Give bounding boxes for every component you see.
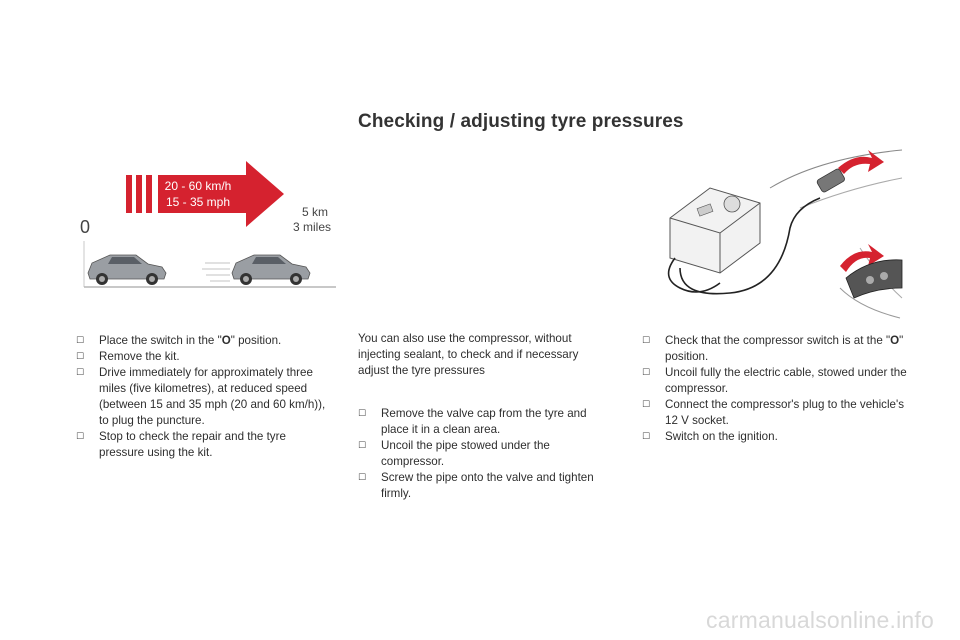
start-zero-label: 0 [80, 217, 91, 237]
motion-lines [202, 263, 230, 281]
list-item [358, 406, 610, 438]
list-item [76, 365, 326, 429]
list-item [642, 429, 908, 445]
arrow-stripe [146, 175, 152, 213]
plug-icon [816, 168, 846, 193]
list-item [642, 333, 908, 365]
list-item [642, 397, 908, 429]
compressor-icon [670, 188, 760, 273]
step-text: Remove the kit. [99, 350, 180, 363]
middle-steps-list [358, 406, 610, 502]
compressor-illustration [640, 148, 908, 320]
speed-mph-label: 15 - 35 mph [165, 195, 231, 209]
checkbox-icon: ☐ [358, 441, 367, 451]
checkbox-icon: ☐ [76, 352, 85, 362]
checkbox-icon: ☐ [642, 368, 651, 378]
step-text: " position. [230, 334, 282, 347]
right-steps-list [642, 333, 908, 445]
checkbox-icon: ☐ [358, 473, 367, 483]
switch-position-label: O [890, 334, 900, 347]
list-item [76, 349, 326, 365]
car-icon [232, 255, 310, 285]
step-text: " position. [665, 334, 904, 363]
checkbox-icon: ☐ [642, 432, 651, 442]
socket-icon [846, 260, 902, 298]
step-text: Screw the pipe onto the valve and tighten firmly. [381, 471, 594, 500]
step-text: Drive immediately for approximately three miles (five kilometres), at reduced speed (between 15 and 35 mph (20 and 60 km/h)), to plug the puncture. [99, 366, 326, 427]
checkbox-icon: ☐ [358, 409, 367, 419]
arrow-stripe [126, 175, 132, 213]
checkbox-icon: ☐ [76, 336, 85, 346]
middle-column [358, 331, 610, 502]
step-text: Remove the valve cap from the tyre and place it in a clean area. [381, 407, 587, 436]
step-text: Uncoil fully the electric cable, stowed under the compressor. [665, 366, 907, 395]
step-text: Connect the compressor's plug to the vehicle's 12 V socket. [665, 398, 905, 427]
speed-arrow [158, 161, 284, 227]
step-text: Place the switch in the " [99, 334, 222, 347]
speed-kmh-label: 20 - 60 km/h [164, 179, 232, 193]
list-item [358, 438, 610, 470]
distance-km-label: 5 km [302, 205, 329, 219]
intro-paragraph: You can also use the compressor, without injecting sealant, to check and if necessary adjust the tyre pressures [358, 332, 579, 377]
step-text: Uncoil the pipe stowed under the compressor. [381, 439, 550, 468]
switch-position-label: O [221, 334, 231, 347]
checkbox-icon: ☐ [642, 400, 651, 410]
checkbox-icon: ☐ [642, 336, 651, 346]
list-item [76, 429, 326, 461]
left-steps-list [76, 333, 326, 461]
checkbox-icon: ☐ [76, 368, 85, 378]
step-text: Switch on the ignition. [665, 430, 778, 443]
arrow-stripe [136, 175, 142, 213]
step-text: Stop to check the repair and the tyre pressure using the kit. [99, 430, 286, 459]
page-title: Checking / adjusting tyre pressures [358, 111, 684, 132]
list-item [642, 365, 908, 397]
watermark: carmanualsonline.info [706, 607, 934, 633]
checkbox-icon: ☐ [76, 432, 85, 442]
car-icon [88, 255, 166, 285]
right-column [642, 333, 908, 445]
insert-arrow-icon [838, 150, 884, 174]
step-text: Check that the compressor switch is at the " [665, 334, 891, 347]
list-item [76, 333, 326, 349]
left-column [76, 333, 326, 461]
distance-miles-label: 3 miles [293, 220, 332, 234]
driving-speed-illustration [70, 155, 350, 295]
list-item [358, 470, 610, 502]
